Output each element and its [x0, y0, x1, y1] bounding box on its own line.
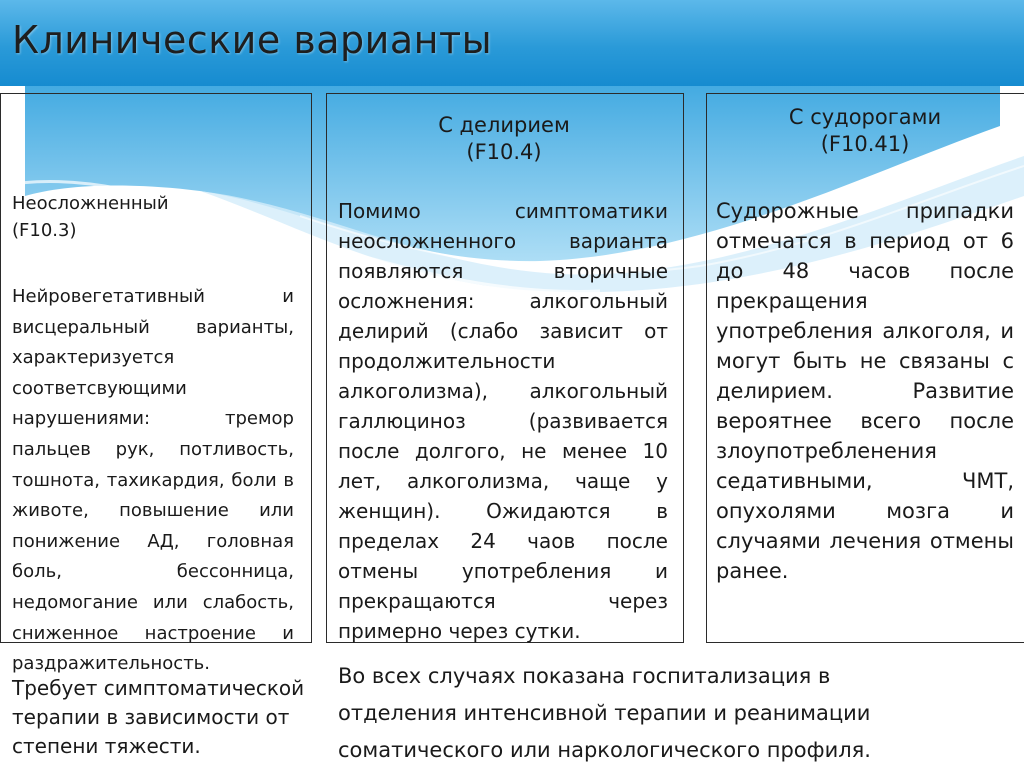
slide-title: Клинические варианты: [12, 18, 493, 62]
delirium-heading-title: С делирием: [438, 113, 570, 137]
seizures-heading-title: С судорогами: [788, 105, 942, 129]
delirium-heading-code: (F10.4): [466, 140, 542, 164]
uncomplicated-description: Нейровегетативный и висцеральный варианты, характеризуется соответсвующими нарушениями: тремор пальцев рук, потливость, тошнота, тахикардия, боли в животе, повышение или понижение АД, головная боль, бессонница, недомогание или слабость, сниженное настроение и раздражительность.: [12, 286, 294, 675]
hospitalization-note: Во всех случаях показана госпитализация в отделения интенсивной терапии и реанимации соматического или наркологического профиля.: [338, 664, 871, 762]
title-bar: [0, 0, 1024, 86]
seizures-description: Судорожные припадки отмечатся в период от 6 до 48 часов после прекращения употребления алкоголя, и могут быть не связаны с делирием. Развитие вероятнее всего после злоупотребленения седативными, ЧМТ, опухолями мозга и случаями лечения отмены ранее.: [716, 199, 1014, 583]
seizures-heading-code: (F10.41): [820, 132, 910, 156]
uncomplicated-therapy-note: Требует симптоматической терапии в зависимости от степени тяжести.: [12, 676, 305, 758]
delirium-description: Помимо симптоматики неосложненного варианта появляются вторичные осложнения: алкогольный делирий (слабо зависит от продолжительности алкоголизма), алкогольный галлюциноз (развивается после долгого, не менее 10 лет, алкоголизма, чаще у женщин). Ожидаются в пределах 24 чаов после отмены употребления и прекращаются через примерно через сутки.: [338, 199, 668, 643]
delirium-heading: [336, 112, 672, 166]
uncomplicated-heading-code: (F10.3): [12, 220, 77, 241]
uncomplicated-heading: [12, 190, 169, 244]
seizures-heading: [716, 104, 1014, 158]
uncomplicated-heading-title: Неосложненный: [12, 193, 169, 214]
